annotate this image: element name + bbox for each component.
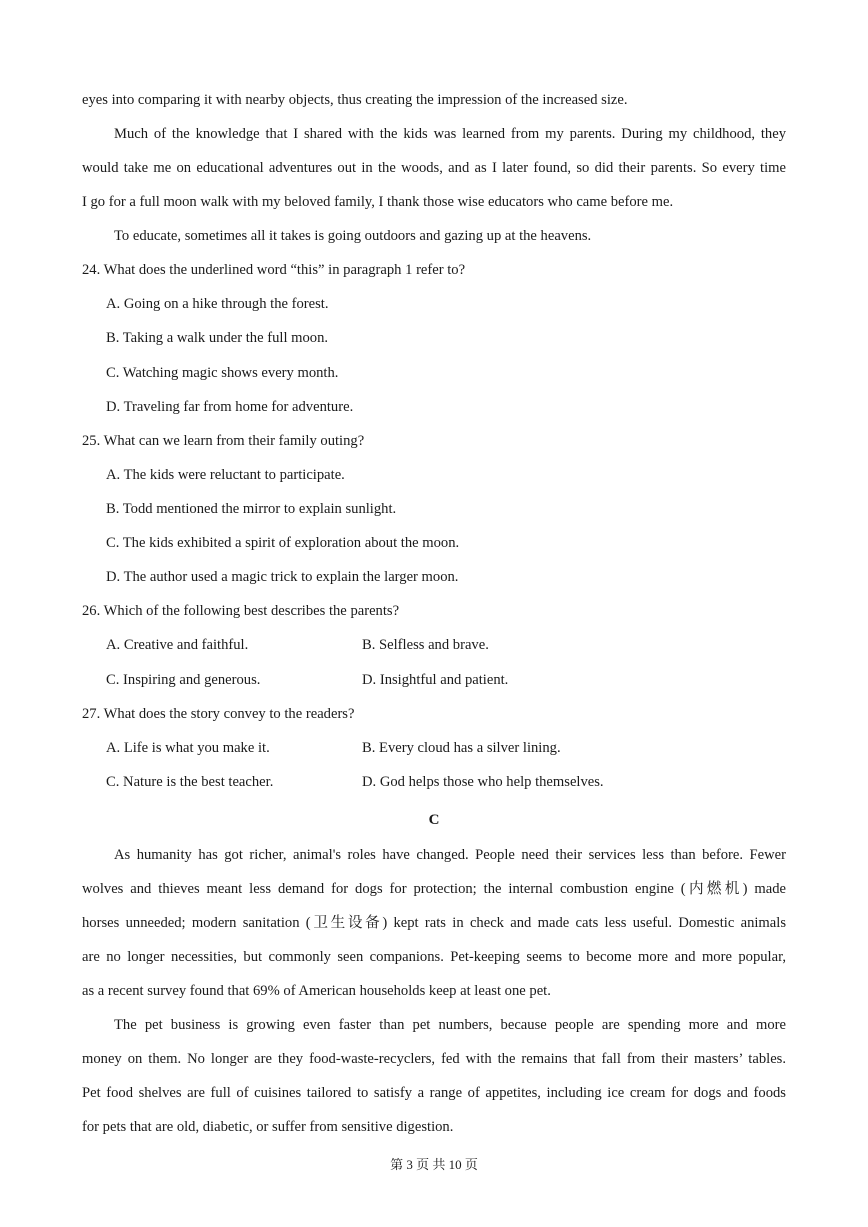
option-b: B. Todd mentioned the mirror to explain sunlight. — [106, 501, 397, 517]
option-c: C. Nature is the best teacher. — [106, 774, 274, 790]
page-footer: 第 3 页 共 10 页 — [390, 1157, 478, 1172]
option-b: B. Every cloud has a silver lining. — [362, 740, 561, 756]
paragraph-line: To educate, sometimes all it takes is going outdoors and gazing up at the heavens. — [114, 228, 592, 244]
paragraph-line: As humanity has got richer, animal's roles have changed. People need their services less than before. Fewer — [114, 847, 786, 863]
option-a: A. The kids were reluctant to participate. — [106, 467, 345, 483]
paragraph-line: Much of the knowledge that I shared with the kids was learned from my parents. During my childhood, they — [114, 126, 786, 142]
paragraph-line: Pet food shelves are full of cuisines tailored to satisfy a range of appetites, including ice cream for dogs and foods — [82, 1085, 786, 1101]
question-stem: 26. Which of the following best describes the parents? — [82, 603, 400, 619]
option-a: A. Creative and faithful. — [106, 637, 249, 653]
option-b: B. Taking a walk under the full moon. — [106, 330, 329, 346]
paragraph-line: I go for a full moon walk with my beloved family, I thank those wise educators who came before me. — [82, 194, 674, 210]
option-a: A. Life is what you make it. — [106, 740, 270, 756]
paragraph-line: money on them. No longer are they food-waste-recyclers, fed with the remains that fall from their masters’ tables. — [82, 1051, 786, 1067]
paragraph-line: eyes into comparing it with nearby objects, thus creating the impression of the increased size. — [82, 92, 628, 108]
paragraph-line: as a recent survey found that 69% of American households keep at least one pet. — [82, 983, 551, 999]
paragraph-line: horses unneeded; modern sanitation (卫生设备) kept rats in check and made cats less useful. Domestic animals — [82, 915, 786, 931]
section-heading: C — [428, 812, 440, 828]
option-c: C. The kids exhibited a spirit of exploration about the moon. — [106, 535, 460, 551]
question-stem: 25. What can we learn from their family outing? — [82, 433, 365, 449]
option-d: D. The author used a magic trick to explain the larger moon. — [106, 569, 459, 585]
option-d: D. Insightful and patient. — [362, 672, 509, 688]
option-a: A. Going on a hike through the forest. — [106, 296, 329, 312]
paragraph-line: would take me on educational adventures out in the woods, and as I later found, so did their parents. So every time — [82, 160, 786, 176]
option-d: D. God helps those who help themselves. — [362, 774, 604, 790]
paragraph-line: are no longer necessities, but commonly seen companions. Pet-keeping seems to become more and more popular, — [82, 949, 786, 965]
option-d: D. Traveling far from home for adventure. — [106, 399, 354, 415]
paragraph-line: The pet business is growing even faster than pet numbers, because people are spending more and more — [114, 1017, 786, 1033]
paragraph-line: for pets that are old, diabetic, or suffer from sensitive digestion. — [82, 1119, 454, 1135]
option-b: B. Selfless and brave. — [362, 637, 489, 653]
option-c: C. Inspiring and generous. — [106, 672, 261, 688]
paragraph-line: wolves and thieves meant less demand for dogs for protection; the internal combustion engine (内燃机) made — [82, 881, 786, 897]
question-stem: 24. What does the underlined word “this” in paragraph 1 refer to? — [82, 262, 466, 278]
question-stem: 27. What does the story convey to the readers? — [82, 706, 355, 722]
option-c: C. Watching magic shows every month. — [106, 365, 339, 381]
